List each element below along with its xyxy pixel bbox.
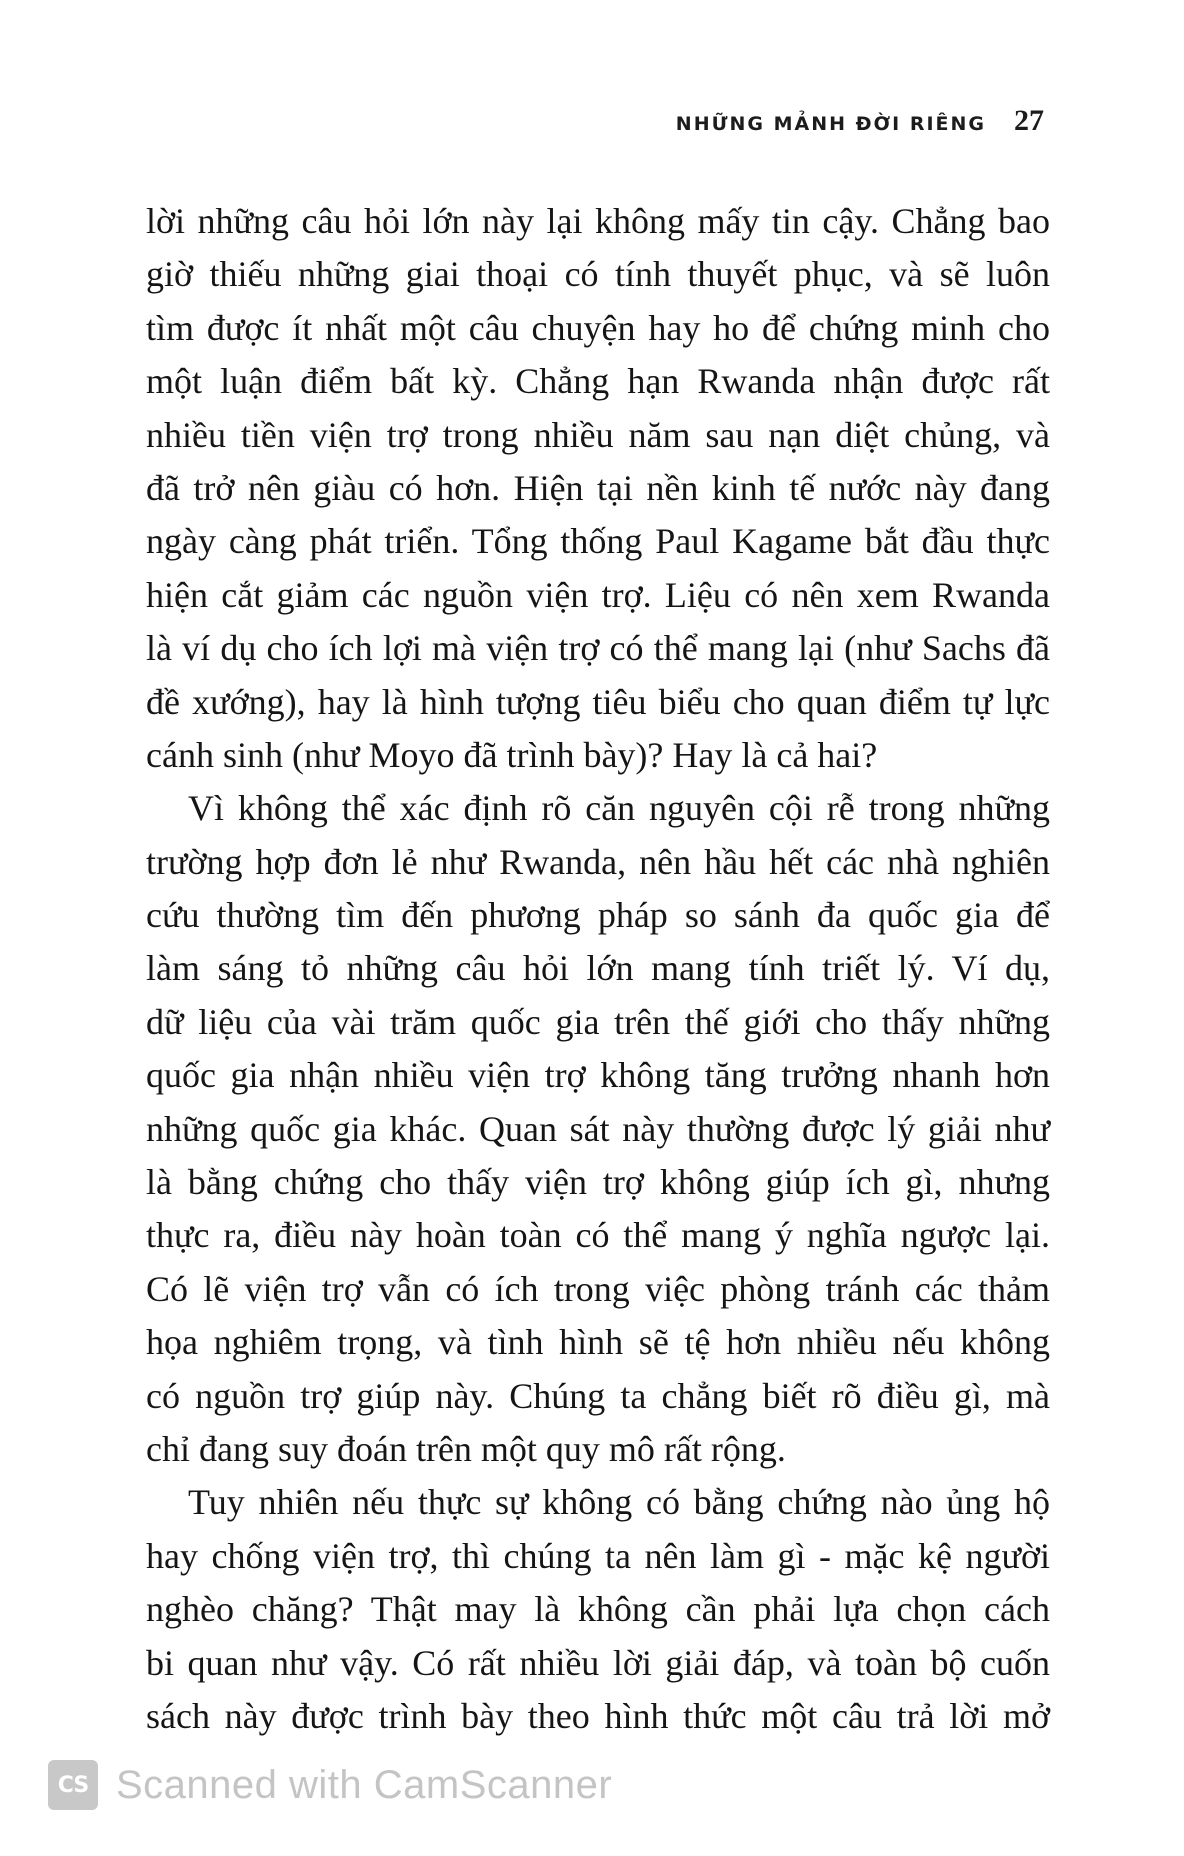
paragraph-3 xyxy=(146,1476,1050,1743)
text-line: những quốc gia khác. Quan sát này thường được lý giải như xyxy=(146,1108,1050,1149)
camscanner-watermark xyxy=(48,1760,612,1810)
text-line: cứu thường tìm đến phương pháp so sánh đa quốc gia để xyxy=(146,895,1050,936)
running-title: NHỮNG MẢNH ĐỜI RIÊNG xyxy=(675,113,986,135)
text-line: tìm được ít nhất một câu chuyện hay ho để chứng minh cho xyxy=(146,307,1050,348)
text-line: nhiều tiền viện trợ trong nhiều năm sau nạn diệt chủng, và xyxy=(146,414,1050,455)
text-line: Có lẽ viện trợ vẫn có ích trong việc phòng tránh các thảm xyxy=(146,1268,1050,1309)
paragraph-1 xyxy=(146,195,1050,782)
text-line: là bằng chứng cho thấy viện trợ không giúp ích gì, nhưng xyxy=(146,1162,1050,1203)
text-line: ngày càng phát triển. Tổng thống Paul Kagame bắt đầu thực xyxy=(146,521,1050,562)
text-line: nghèo chăng? Thật may là không cần phải lựa chọn cách xyxy=(146,1589,1050,1630)
text-line: Tuy nhiên nếu thực sự không có bằng chứng nào ủng hộ xyxy=(188,1482,1050,1523)
text-line: hiện cắt giảm các nguồn viện trợ. Liệu có nên xem Rwanda xyxy=(146,574,1050,615)
text-line: đã trở nên giàu có hơn. Hiện tại nền kinh tế nước này đang xyxy=(146,467,1050,508)
text-line: Vì không thể xác định rõ căn nguyên cội rễ trong những xyxy=(188,788,1050,829)
text-line: có nguồn trợ giúp này. Chúng ta chẳng biết rõ điều gì, mà xyxy=(146,1375,1050,1416)
text-line: giờ thiếu những giai thoại có tính thuyết phục, và sẽ luôn xyxy=(146,254,1050,295)
text-line: đề xướng), hay là hình tượng tiêu biểu cho quan điểm tự lực xyxy=(146,681,1050,722)
page-number: 27 xyxy=(1014,104,1044,137)
text-line: làm sáng tỏ những câu hỏi lớn mang tính triết lý. Ví dụ, xyxy=(146,948,1050,989)
watermark-text: Scanned with CamScanner xyxy=(116,1762,613,1807)
text-line: dữ liệu của vài trăm quốc gia trên thế giới cho thấy những xyxy=(146,1001,1050,1042)
text-line: cánh sinh (như Moyo đã trình bày)? Hay là cả hai? xyxy=(146,734,878,775)
text-line: một luận điểm bất kỳ. Chẳng hạn Rwanda nhận được rất xyxy=(146,361,1050,402)
text-line: chỉ đang suy đoán trên một quy mô rất rộng. xyxy=(146,1428,786,1469)
text-line: hay chống viện trợ, thì chúng ta nên làm gì - mặc kệ người xyxy=(146,1535,1050,1576)
running-head xyxy=(676,104,1044,138)
text-line: là ví dụ cho ích lợi mà viện trợ có thể mang lại (như Sachs đã xyxy=(146,628,1050,669)
body-text xyxy=(146,195,1050,1743)
text-line: bi quan như vậy. Có rất nhiều lời giải đáp, và toàn bộ cuốn xyxy=(146,1642,1050,1683)
text-line: trường hợp đơn lẻ như Rwanda, nên hầu hết các nhà nghiên xyxy=(146,841,1050,882)
paragraph-2 xyxy=(146,782,1050,1476)
logo-text: CS xyxy=(57,1772,89,1798)
text-line: thực ra, điều này hoàn toàn có thể mang ý nghĩa ngược lại. xyxy=(146,1215,1050,1256)
text-line: quốc gia nhận nhiều viện trợ không tăng trưởng nhanh hơn xyxy=(146,1055,1050,1096)
text-line: họa nghiêm trọng, và tình hình sẽ tệ hơn nhiều nếu không xyxy=(146,1322,1050,1363)
text-line: lời những câu hỏi lớn này lại không mấy tin cậy. Chẳng bao xyxy=(146,201,1050,241)
text-line: sách này được trình bày theo hình thức một câu trả lời mở xyxy=(146,1695,1050,1736)
camscanner-logo-icon xyxy=(48,1760,98,1810)
